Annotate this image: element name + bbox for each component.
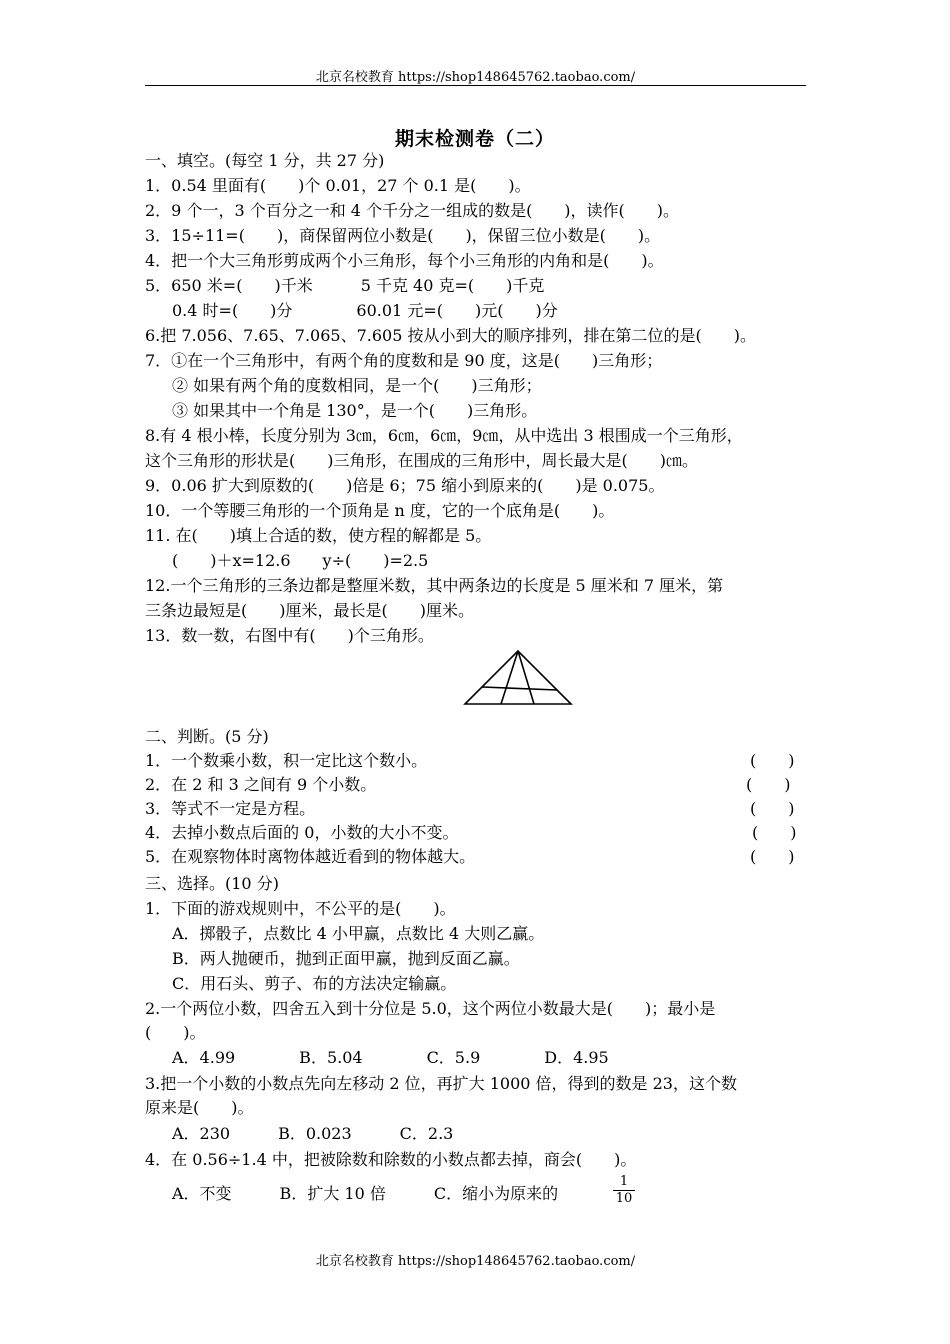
judgment-item: 4．去掉小数点后面的 0，小数的大小不变。 <box>145 823 459 842</box>
question-line: 这个三角形的形状是( )三角形，在围成的三角形中，周长最大是( )㎝。 <box>145 451 698 470</box>
fraction-denominator: 10 <box>615 1191 633 1206</box>
answer-paren: ( ) <box>750 751 795 770</box>
triangle-figure <box>462 648 574 708</box>
section1-heading: 一、填空。(每空 1 分，共 27 分) <box>145 151 385 170</box>
question-line: ② 如果有两个角的度数相同，是一个( )三角形； <box>172 376 542 395</box>
question-line: ③ 如果其中一个角是 130°，是一个( )三角形。 <box>172 401 538 420</box>
question-line: 3．15÷11=( )，商保留两位小数是( )，保留三位小数是( )。 <box>145 226 661 245</box>
option-line: C．用石头、剪子、布的方法决定输赢。 <box>172 974 457 993</box>
question-line: 3.把一个小数的小数点先向左移动 2 位，再扩大 1000 倍，得到的数是 23，这个数 <box>145 1074 737 1093</box>
section2-heading: 二、判断。(5 分) <box>145 727 269 746</box>
page-footer: 北京名校教育 https://shop148645762.taobao.com/ <box>315 1254 636 1269</box>
question-line: 2．9 个一，3 个百分之一和 4 个千分之一组成的数是( )，读作( )。 <box>145 201 680 220</box>
question-line: 4．把一个大三角形剪成两个小三角形，每个小三角形的内角和是( )。 <box>145 251 664 270</box>
question-line: 原来是( )。 <box>145 1098 254 1117</box>
header-divider <box>145 85 806 86</box>
exam-title: 期末检测卷（二） <box>394 128 555 150</box>
option-line: A．掷骰子，点数比 4 小甲赢，点数比 4 大则乙赢。 <box>172 924 545 943</box>
answer-paren: ( ) <box>750 799 795 818</box>
question-line: 7．①在一个三角形中，有两个角的度数和是 90 度，这是( )三角形； <box>145 351 663 370</box>
option-line: B．两人抛硬币，抛到正面甲赢，抛到反面乙赢。 <box>172 949 520 968</box>
question-line: 6.把 7.056、7.65、7.065、7.605 按从小到大的顺序排列，排在第二位的是( )。 <box>145 326 756 345</box>
option-line: A．230 B．0.023 C．2.3 <box>172 1124 454 1143</box>
question-line: 8.有 4 根小棒，长度分别为 3㎝，6㎝，6㎝，9㎝，从中选出 3 根围成一个三角形， <box>145 426 743 445</box>
question-line: ( )。 <box>145 1023 206 1042</box>
answer-paren: ( ) <box>752 823 797 842</box>
judgment-item: 1．一个数乘小数，积一定比这个数小。 <box>145 751 428 770</box>
question-line: 5．650 米=( )千米 5 千克 40 克=( )千克 <box>145 276 545 295</box>
page-header: 北京名校教育 https://shop148645762.taobao.com/ <box>315 70 636 85</box>
judgment-item: 2．在 2 和 3 之间有 9 个小数。 <box>145 775 377 794</box>
question-line: 1．下面的游戏规则中，不公平的是( )。 <box>145 899 456 918</box>
judgment-item: 3．等式不一定是方程。 <box>145 799 316 818</box>
answer-paren: ( ) <box>746 775 791 794</box>
option-line: A．不变 B．扩大 10 倍 C．缩小为原来的 <box>172 1184 559 1203</box>
question-line: 4．在 0.56÷1.4 中，把被除数和除数的小数点都去掉，商会( )。 <box>145 1150 637 1169</box>
question-line: 12.一个三角形的三条边都是整厘米数，其中两条边的长度是 5 厘米和 7 厘米，第 <box>145 576 724 595</box>
question-line: 10．一个等腰三角形的一个顶角是 n 度，它的一个底角是( )。 <box>145 501 615 520</box>
question-line: 1．0.54 里面有( )个 0.01，27 个 0.1 是( )。 <box>145 176 531 195</box>
question-line: 11. 在( )填上合适的数，使方程的解都是 5。 <box>145 526 492 545</box>
question-line: 9．0.06 扩大到原数的( )倍是 6；75 缩小到原来的( )是 0.075。 <box>145 476 665 495</box>
answer-paren: ( ) <box>750 847 795 866</box>
option-line: A．4.99 B．5.04 C．5.9 D．4.95 <box>172 1048 609 1067</box>
question-line: 三条边最短是( )厘米，最长是( )厘米。 <box>145 601 474 620</box>
question-line: ( )＋x=12.6 y÷( )=2.5 <box>172 551 429 570</box>
fraction-one-tenth <box>613 1175 635 1206</box>
judgment-item: 5．在观察物体时离物体越近看到的物体越大。 <box>145 847 476 866</box>
fraction-numerator: 1 <box>619 1174 629 1189</box>
question-line: 2.一个两位小数，四舍五入到十分位是 5.0，这个两位小数最大是( )；最小是 <box>145 999 716 1018</box>
section3-heading: 三、选择。(10 分) <box>145 874 279 893</box>
question-line: 0.4 时=( )分 60.01 元=( )元( )分 <box>172 301 558 320</box>
question-line: 13．数一数，右图中有( )个三角形。 <box>145 626 434 645</box>
